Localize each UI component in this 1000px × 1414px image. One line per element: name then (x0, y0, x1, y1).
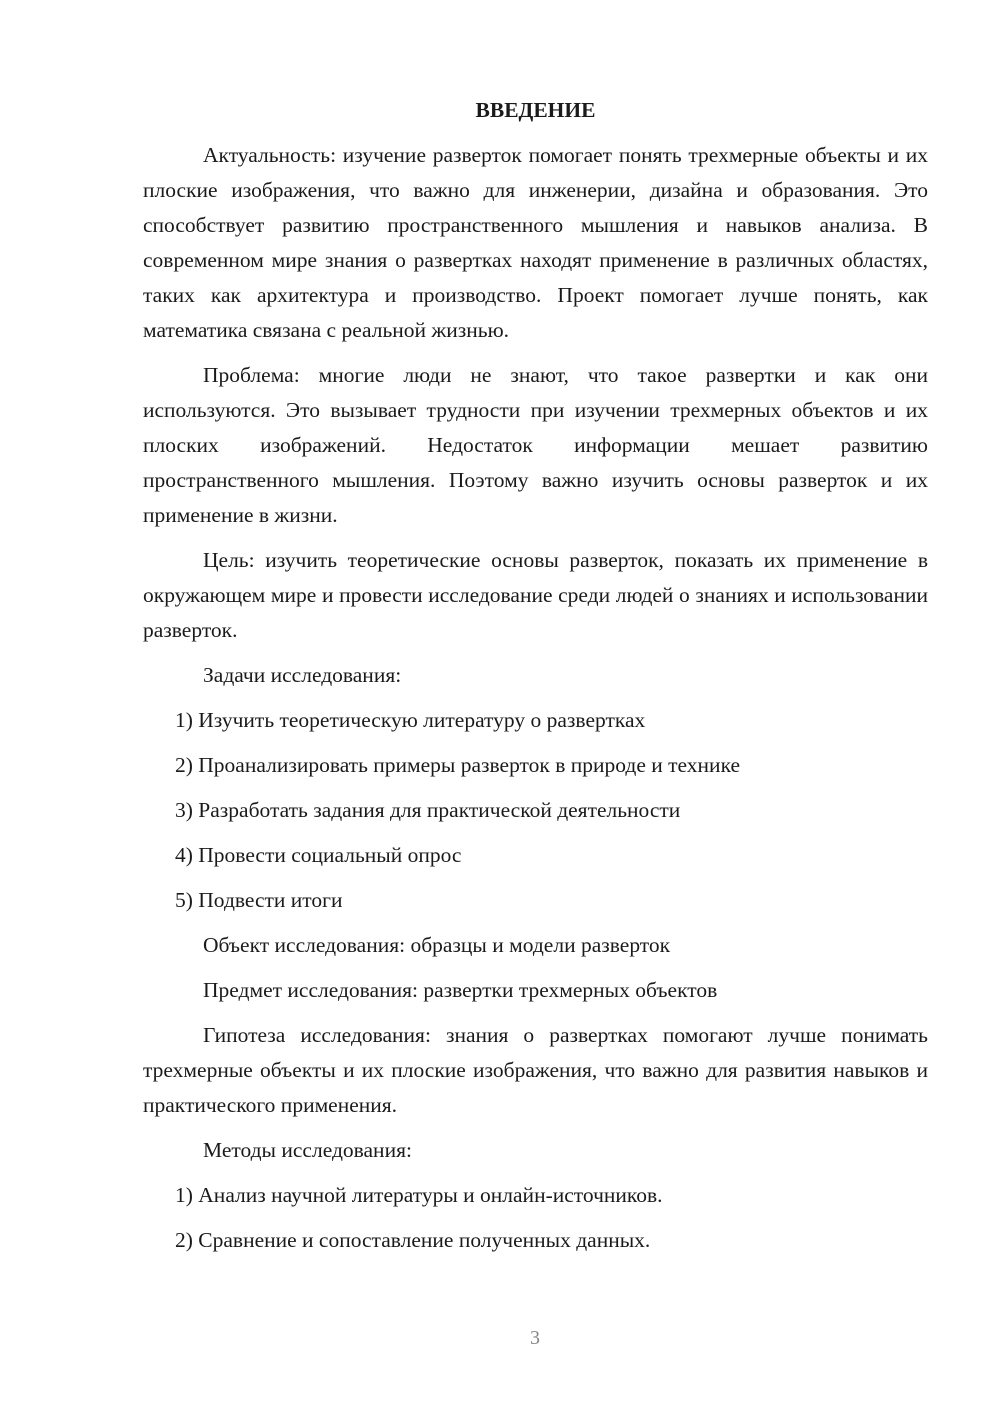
methods-list (143, 1178, 928, 1258)
hypothesis-paragraph: Гипотеза исследования: знания о развертках помогают лучше понимать трехмерные объекты и их плоские изображения, что важно для развития навыков и практического применения. (143, 1023, 928, 1117)
goal-paragraph: Цель: изучить теоретические основы разверток, показать их применение в окружающем мире и провести исследование среди людей о знаниях и использовании разверток. (143, 548, 928, 642)
methods-heading: Методы исследования: (203, 1138, 412, 1162)
subject-paragraph: Предмет исследования: развертки трехмерных объектов (203, 978, 718, 1002)
list-item: 5) Подвести итоги (175, 888, 343, 912)
list-item: 2) Проанализировать примеры разверток в природе и технике (175, 753, 741, 777)
list-item: 3) Разработать задания для практической деятельности (175, 798, 681, 822)
document-page (143, 90, 928, 1268)
page-number: 3 (530, 1327, 540, 1349)
tasks-list (143, 703, 928, 918)
problem-paragraph: Проблема: многие люди не знают, что такое развертки и как они используются. Это вызывает трудности при изучении трехмерных объектов и их плоских изображений. Недостаток информации мешает развитию пространственного мышления. Поэтому важно изучить основы разверток и их применение в жизни. (143, 363, 928, 527)
relevance-paragraph: Актуальность: изучение разверток помогает понять трехмерные объекты и их плоские изображения, что важно для инженерии, дизайна и образования. Это способствует развитию пространственного мышления и навыков анализа. В современном мире знания о развертках находят применение в различных областях, таких как архитектура и производство. Проект помогает лучше понять, как математика связана с реальной жизнью. (143, 143, 928, 342)
list-item: 1) Анализ научной литературы и онлайн-источников. (175, 1183, 663, 1207)
object-paragraph: Объект исследования: образцы и модели разверток (203, 933, 671, 957)
list-item: 1) Изучить теоретическую литературу о развертках (175, 708, 646, 732)
tasks-heading: Задачи исследования: (203, 663, 402, 687)
list-item: 2) Сравнение и сопоставление полученных данных. (175, 1228, 651, 1252)
page-title: ВВЕДЕНИЕ (475, 98, 596, 122)
list-item: 4) Провести социальный опрос (175, 843, 462, 867)
